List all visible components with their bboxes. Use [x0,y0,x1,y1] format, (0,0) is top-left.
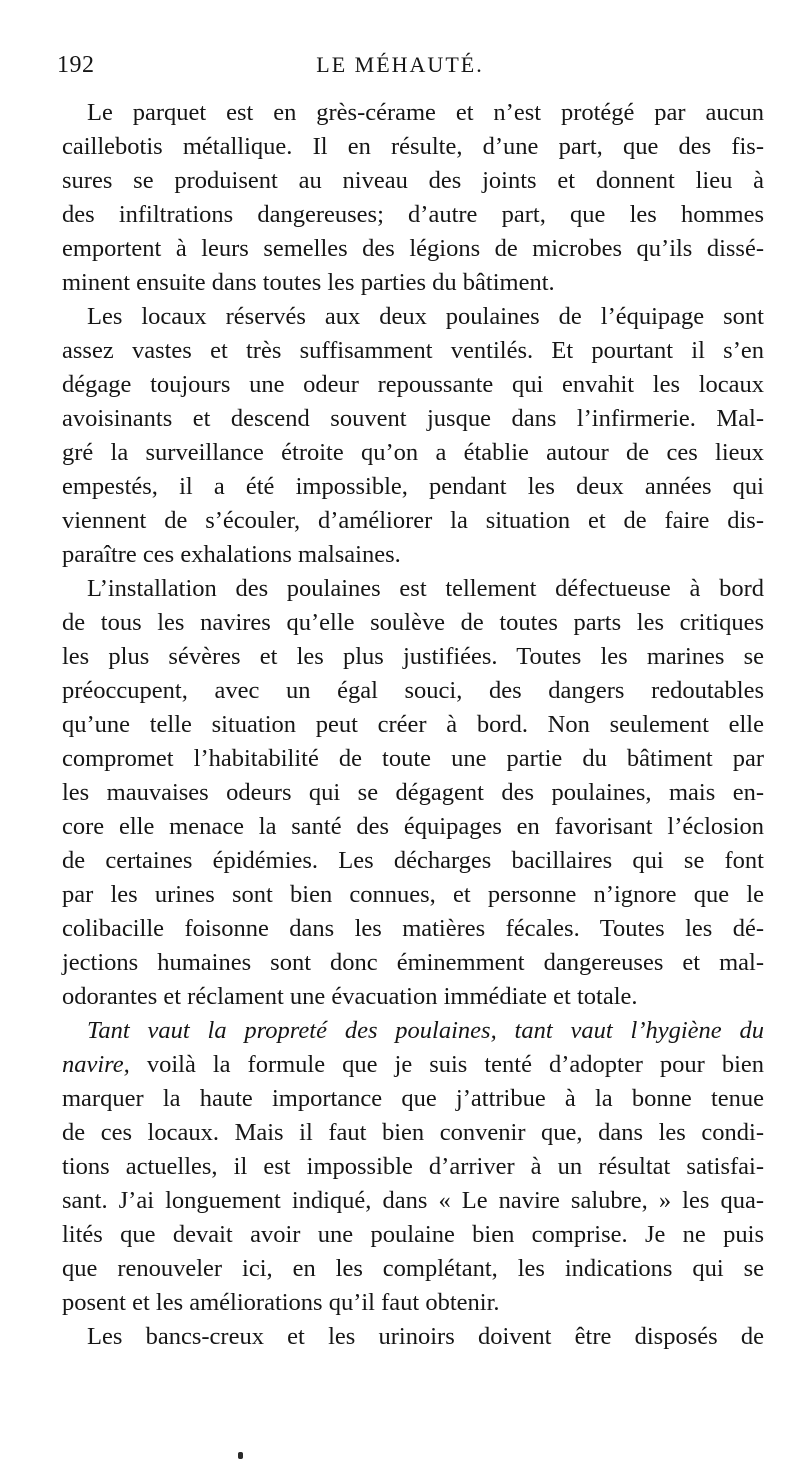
text-line: posent et les améliorations qu’il faut obtenir. [62,1289,500,1316]
text-line: de tous les navires qu’elle soulève de toutes parts les critiques [62,609,764,636]
page-header [0,52,800,92]
text-line: avoisinants et descend souvent jusque dans l’infirmerie. Mal- [62,405,764,432]
text-line: les plus sévères et les plus justifiées. Toutes les marines se [62,643,764,670]
text-line: Le parquet est en grès-cérame et n’est protégé par aucun [87,99,764,126]
page-number: 192 [57,52,95,78]
text-line: core elle menace la santé des équipages en favorisant l’éclosion [62,813,764,840]
text-run: voilà la formule que je suis tenté d’adopter pour bien [129,1051,764,1078]
text-line: les mauvaises odeurs qui se dégagent des poulaines, mais en- [62,779,764,806]
text-line: de certaines épidémies. Les décharges bacillaires qui se font [62,847,764,874]
italic-word: navire, [62,1051,130,1078]
text-line: odorantes et réclament une évacuation immédiate et totale. [62,983,638,1010]
text-line: dégage toujours une odeur repoussante qui envahit les locaux [62,371,764,398]
text-line: tions actuelles, il est impossible d’arriver à un résultat satisfai- [62,1153,764,1180]
text-line: sures se produisent au niveau des joints et donnent lieu à [62,167,764,194]
text-line: assez vastes et très suffisamment ventilés. Et pourtant il s’en [62,337,764,364]
text-line: minent ensuite dans toutes les parties du bâtiment. [62,269,555,296]
text-line: caillebotis métallique. Il en résulte, d’une part, que des fis- [62,133,764,160]
text-line: colibacille foisonne dans les matières fécales. Toutes les dé- [62,915,764,942]
text-line: des infiltrations dangereuses; d’autre part, que les hommes [62,201,764,228]
text-line [62,1050,764,1080]
text-line: jections humaines sont donc éminemment dangereuses et mal- [62,949,764,976]
text-line: compromet l’habitabilité de toute une partie du bâtiment par [62,745,764,772]
text-line: Les bancs-creux et les urinoirs doivent être disposés de [87,1323,764,1350]
text-line: préoccupent, avec un égal souci, des dangers redoutables [62,677,764,704]
text-line: viennent de s’écouler, d’améliorer la situation et de faire dis- [62,507,764,534]
italic-quote-line: Tant vaut la propreté des poulaines, tant vaut l’hygiène du [87,1017,764,1044]
text-line: sant. J’ai longuement indiqué, dans « Le navire salubre, » les qua- [62,1187,764,1214]
text-line: de ces locaux. Mais il faut bien convenir que, dans les condi- [62,1119,764,1146]
text-line: emportent à leurs semelles des légions de microbes qu’ils dissé- [62,235,764,262]
text-line: empestés, il a été impossible, pendant les deux années qui [62,473,764,500]
text-line: que renouveler ici, en les complétant, les indications qui se [62,1255,764,1282]
text-line: Les locaux réservés aux deux poulaines de l’équipage sont [87,303,764,330]
text-line: par les urines sont bien connues, et personne n’ignore que le [62,881,764,908]
text-line: lités que devait avoir une poulaine bien comprise. Je ne puis [62,1221,764,1248]
text-line: L’installation des poulaines est tellement défectueuse à bord [87,575,764,602]
text-line: gré la surveillance étroite qu’on a établie autour de ces lieux [62,439,764,466]
text-line: paraître ces exhalations malsaines. [62,541,401,568]
running-title: LE MÉHAUTÉ. [316,52,484,77]
text-line: qu’une telle situation peut créer à bord. Non seulement elle [62,711,764,738]
ink-speck [238,1452,243,1459]
text-line: marquer la haute importance que j’attribue à la bonne tenue [62,1085,764,1112]
